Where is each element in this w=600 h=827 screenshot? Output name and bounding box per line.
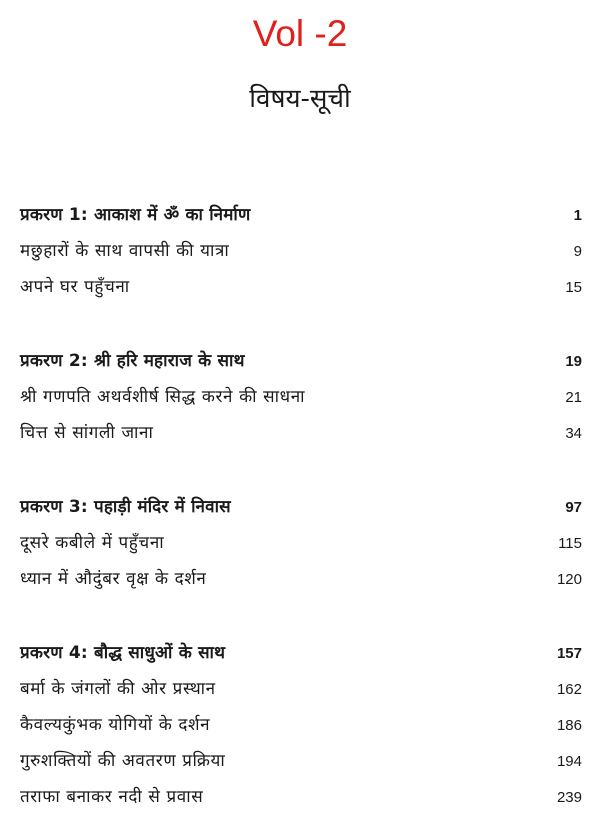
toc-entry[interactable] — [20, 561, 582, 597]
toc-entry-page: 239 — [556, 789, 582, 806]
toc-title: विषय-सूची — [249, 84, 351, 114]
toc-entry-title: मछुहारों के साथ वापसी की यात्रा — [20, 241, 230, 261]
toc-entry-page: 162 — [556, 681, 582, 698]
toc-entry[interactable] — [20, 743, 582, 779]
toc-entry-title: गुरुशक्तियों की अवतरण प्रक्रिया — [20, 751, 226, 771]
toc-entry-page: 15 — [565, 279, 582, 296]
chapter-heading-row[interactable] — [20, 197, 582, 233]
toc-entry-title: ध्यान में औदुंबर वृक्ष के दर्शन — [20, 569, 207, 589]
toc-entry[interactable] — [20, 415, 582, 451]
toc-entry-page: 34 — [565, 425, 582, 442]
chapter-heading: प्रकरण 4: बौद्ध साधुओं के साथ — [20, 643, 226, 663]
toc-entry[interactable] — [20, 269, 582, 305]
toc-entry[interactable] — [20, 233, 582, 269]
chapter-heading-row[interactable] — [20, 635, 582, 671]
toc-entry-title: चित्त से सांगली जाना — [20, 423, 154, 443]
chapter-page-number: 157 — [556, 645, 582, 662]
chapter-heading: प्रकरण 2: श्री हरि महाराज के साथ — [20, 351, 245, 371]
toc-entry[interactable] — [20, 525, 582, 561]
toc-entry-title: बर्मा के जंगलों की ओर प्रस्थान — [20, 679, 216, 699]
chapter-heading: प्रकरण 3: पहाड़ी मंदिर में निवास — [20, 497, 231, 517]
chapter-1 — [20, 197, 582, 305]
chapter-heading-row[interactable] — [20, 489, 582, 525]
toc-entry[interactable] — [20, 671, 582, 707]
chapter-page-number: 19 — [565, 353, 582, 370]
chapter-page-number: 97 — [565, 499, 582, 516]
toc-entry-page: 194 — [556, 753, 582, 770]
chapter-3 — [20, 489, 582, 597]
chapter-heading-row[interactable] — [20, 343, 582, 379]
volume-label: Vol -2 — [252, 13, 348, 54]
toc-entry-page: 9 — [573, 243, 582, 260]
toc-entry[interactable] — [20, 779, 582, 815]
toc-entry[interactable] — [20, 379, 582, 415]
toc-entry-page: 186 — [556, 717, 582, 734]
toc-entry-page: 115 — [558, 535, 582, 552]
chapter-4 — [20, 635, 582, 815]
toc-entry-title: अपने घर पहुँचना — [20, 277, 130, 297]
toc-entry-page: 120 — [556, 571, 582, 588]
toc-entry-page: 21 — [565, 389, 582, 406]
toc-entry-title: तराफा बनाकर नदी से प्रवास — [20, 787, 204, 807]
toc-entry-title: श्री गणपति अथर्वशीर्ष सिद्ध करने की साधना — [20, 387, 306, 407]
toc-entry-title: कैवल्यकुंभक योगियों के दर्शन — [20, 715, 211, 735]
chapter-2 — [20, 343, 582, 451]
toc-entry[interactable] — [20, 707, 582, 743]
chapter-page-number: 1 — [573, 207, 582, 224]
toc-entry-title: दूसरे कबीले में पहुँचना — [20, 533, 165, 553]
table-of-contents — [20, 197, 582, 815]
chapter-heading: प्रकरण 1: आकाश में ॐ का निर्माण — [20, 205, 251, 225]
